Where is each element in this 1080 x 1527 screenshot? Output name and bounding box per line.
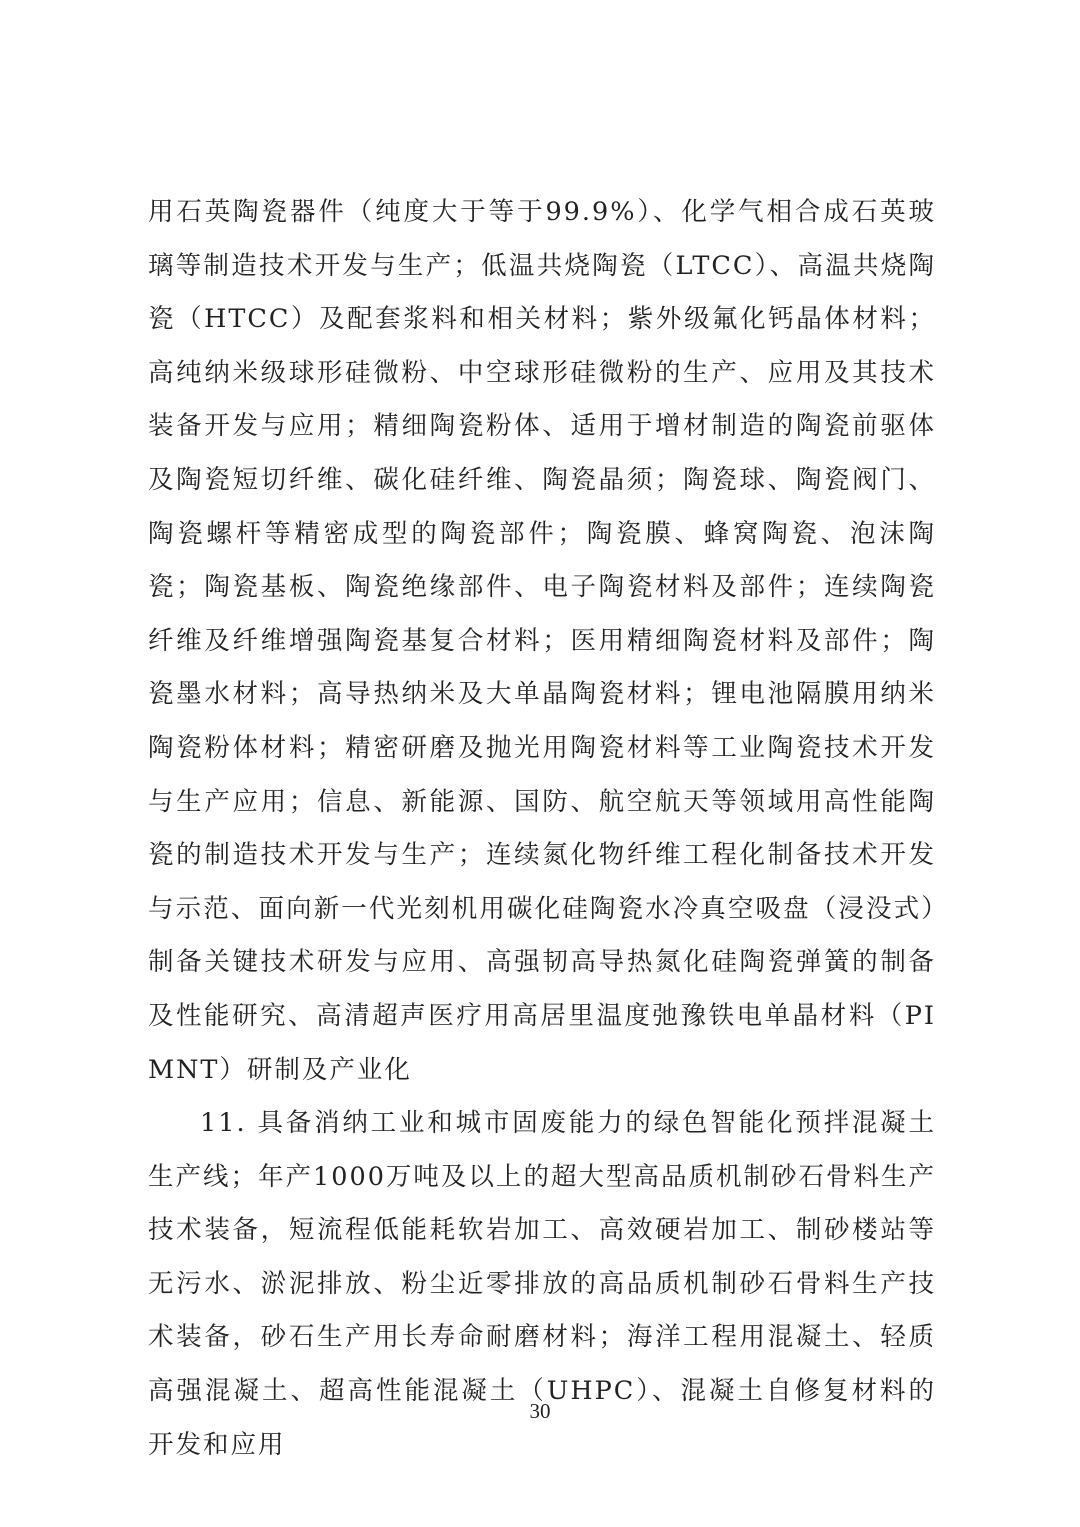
paragraph-continued: 用石英陶瓷器件（纯度大于等于99.9%）、化学气相合成石英玻璃等制造技术开发与生产；低温共烧陶瓷（LTCC）、高温共烧陶瓷（HTCC）及配套浆料和相关材料；紫外级氟化钙晶体材料；高纯纳米级球形硅微粉、中空球形硅微粉的生产、应用及其技术装备开发与应用；精细陶瓷粉体、适用于增材制造的陶瓷前驱体及陶瓷短切纤维、碳化硅纤维、陶瓷晶须；陶瓷球、陶瓷阀门、陶瓷螺杆等精密成型的陶瓷部件；陶瓷膜、蜂窝陶瓷、泡沫陶瓷；陶瓷基板、陶瓷绝缘部件、电子陶瓷材料及部件；连续陶瓷纤维及纤维增强陶瓷基复合材料；医用精细陶瓷材料及部件；陶瓷墨水材料；高导热纳米及大单晶陶瓷材料；锂电池隔膜用纳米陶瓷粉体材料；精密研磨及抛光用陶瓷材料等工业陶瓷技术开发与生产应用；信息、新能源、国防、航空航天等领域用高性能陶瓷的制造技术开发与生产；连续氮化物纤维工程化制备技术开发与示范、面向新一代光刻机用碳化硅陶瓷水冷真空吸盘（浸没式）制备关键技术研发与应用、高强韧高导热氮化硅陶瓷弹簧的制备及性能研究、高清超声医疗用高居里温度弛豫铁电单晶材料（PIMNT）研制及产业化 xyxy=(148,197,936,1085)
body-text xyxy=(148,186,936,1472)
paragraph-item-11: 11. 具备消纳工业和城市固废能力的绿色智能化预拌混凝土生产线；年产1000万吨及以上的超大型高品质机制砂石骨料生产技术装备，短流程低能耗软岩加工、高效硬岩加工、制砂楼站等无污水、淤泥排放、粉尘近零排放的高品质机制砂石骨料生产技术装备，砂石生产用长寿命耐磨材料；海洋工程用混凝土、轻质高强混凝土、超高性能混凝土（UHPC）、混凝土自修复材料的开发和应用 xyxy=(148,1108,936,1460)
page-number: 30 xyxy=(529,1399,551,1423)
